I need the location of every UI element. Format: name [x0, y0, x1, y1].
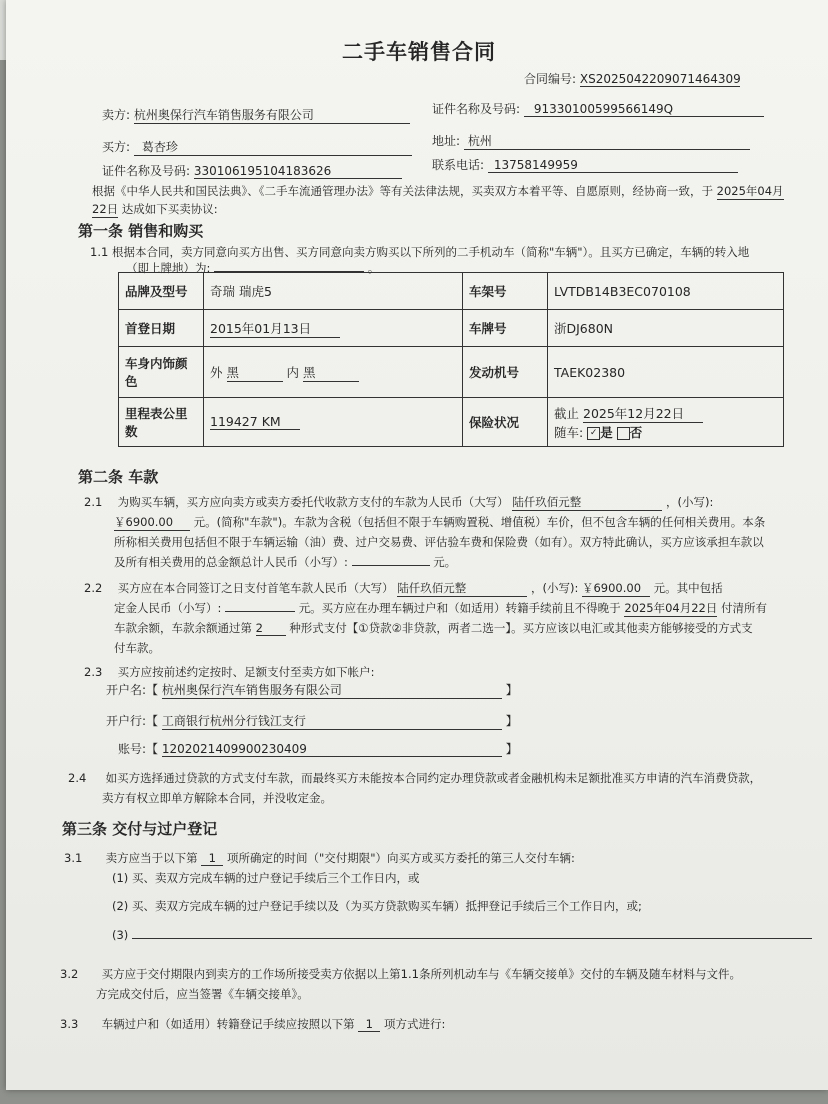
- clause-3-1-option1: (1) 买、卖双方完成车辆的过户登记手续后三个工作日内，或: [112, 871, 420, 885]
- clause-text: 车辆过户和（如适用）转籍登记手续应按照以下第: [101, 1017, 355, 1031]
- clause-text: ，(小写):: [530, 581, 579, 595]
- yes-label: 是: [600, 424, 613, 440]
- contract-number: [524, 70, 740, 87]
- clause-2-2-line2: [114, 600, 767, 617]
- address-label: 地址:: [432, 134, 461, 148]
- clause-number: 2.3: [84, 665, 103, 679]
- seller-name: 杭州奥保行汽车销售服务有限公司: [134, 106, 410, 124]
- mileage-cell: [204, 398, 463, 447]
- no-label: 否: [629, 424, 643, 440]
- clause-text: 买方应按前述约定按时、足额支付至卖方如下帐户:: [117, 665, 375, 679]
- deposit-blank: [225, 611, 295, 612]
- interior-label: 内: [286, 364, 299, 380]
- amount-chinese: 陆仟玖佰元整: [397, 580, 527, 597]
- period: 。: [367, 261, 380, 275]
- payment-method: 2: [256, 621, 286, 636]
- insurance-until-date: 2025年12月22日: [583, 404, 703, 423]
- no-checkbox-icon: [617, 427, 630, 440]
- article-3-heading: 第三条 交付与过户登记: [62, 820, 218, 838]
- clause-2-4-line1: [68, 770, 761, 786]
- clause-2-4-line2: 卖方有权立即单方解除本合同，并没收定金。: [102, 791, 332, 805]
- brand-value: 奇瑞 瑞虎5: [204, 273, 463, 310]
- clause-2-1-line2: [114, 514, 765, 531]
- clause-text: 定金人民币（小写）:: [114, 601, 222, 615]
- clause-3-1-line1: [64, 850, 575, 866]
- document-title: 二手车销售合同: [342, 40, 496, 64]
- payment-deadline: 2025年04月22日: [624, 601, 718, 615]
- clause-text: 元。其中包括: [653, 581, 723, 595]
- seller-id-value: 91330100599566149Q: [524, 102, 764, 117]
- bracket: 】: [505, 742, 518, 756]
- clause-3-2-line2: 方完成交付后，应当签署《车辆交接单》。: [96, 987, 309, 1001]
- clause-number: 3.2: [60, 967, 79, 981]
- account-name-row: [106, 681, 518, 699]
- yes-checkbox-icon: ✓: [587, 427, 600, 440]
- insurance-cell: [548, 398, 784, 447]
- delivery-option: 1: [201, 851, 223, 866]
- clause-number: 3.3: [60, 1017, 79, 1031]
- seller-label: 卖方:: [102, 108, 131, 122]
- clause-number: 2.2: [84, 581, 103, 595]
- insurance-label: 保险状况: [463, 398, 548, 447]
- destination-label: （即上牌地）为:: [126, 261, 211, 275]
- insurance-until: [554, 404, 777, 423]
- clause-3-1-option3: [112, 928, 812, 942]
- plate-label: 车牌号: [463, 310, 548, 347]
- account-label: 账号:【: [118, 742, 159, 756]
- amount-chinese: 陆仟玖佰元整: [512, 494, 662, 511]
- clause-1-1: [90, 244, 749, 260]
- clause-text: 及所有相关费用的总金额总计人民币（小写）:: [114, 555, 348, 569]
- contract-number-label: 合同编号:: [524, 72, 577, 86]
- option3-blank: [132, 938, 812, 939]
- bank-name: 工商银行杭州分行钱江支行: [162, 712, 502, 730]
- clause-text: 种形式支付【①贷款②非贷款，两者二选一】。买方应该以电汇或其他卖方能够接受的方式支: [289, 621, 753, 635]
- account-name: 杭州奥保行汽车销售服务有限公司: [162, 681, 502, 699]
- intro-date-day: 22日: [92, 202, 119, 216]
- with-car-row: [554, 423, 777, 441]
- vin-label: 车架号: [463, 273, 548, 310]
- address-row: [432, 132, 750, 150]
- contract-number-value: XS2025042209071464309: [579, 72, 741, 86]
- exterior-color: 黑: [227, 363, 283, 382]
- clause-text: 买方应在本合同签订之日支付首笔车款人民币（大写）: [117, 581, 394, 595]
- article-2-heading: 第二条 车款: [78, 468, 159, 486]
- clause-text: 项所确定的时间（"交付期限"）向买方或买方委托的第三人交付车辆:: [226, 851, 575, 865]
- clause-2-3-line1: [84, 664, 375, 680]
- phone-label: 联系电话:: [432, 158, 485, 172]
- clause-2-1-line3: 所称相关费用包括但不限于车辆运输（油）费、过户交易费、评估验车费和保险费（如有）。双方特此确认，买方应该承担车款以: [114, 535, 764, 549]
- brand-label: 品牌及型号: [119, 273, 204, 310]
- amount-value: ￥6900.00: [582, 580, 650, 597]
- clause-text: (3): [112, 928, 129, 942]
- intro-line1: [92, 183, 784, 200]
- exterior-label: 外: [210, 364, 223, 380]
- buyer-name: 葛杏珍: [134, 138, 412, 156]
- bracket: 】: [505, 714, 518, 728]
- account-row: [118, 740, 518, 757]
- mileage-value: 119427 KM: [210, 414, 300, 430]
- address-value: 杭州: [464, 132, 750, 150]
- account-number: 1202021409900230409: [162, 742, 502, 757]
- engine-value: TAEK02380: [548, 347, 784, 398]
- clause-3-1-option2: (2) 买、卖双方完成车辆的过户登记手续以及（为买方贷款购买车辆）抵押登记手续后三个工作日内，或;: [112, 899, 642, 913]
- seller-id-row: [432, 100, 764, 117]
- mileage-label: 里程表公里数: [119, 398, 204, 447]
- clause-number: 3.1: [64, 851, 83, 865]
- clause-text: 元。(简称"车款")。车款为含税（包括但不限于车辆购置税、增值税）车价，但不包含车辆的任何相关费用。本条: [193, 515, 766, 529]
- clause-text: 为购买车辆，买方应向卖方或卖方委托代收款方支付的车款为人民币（大写）: [117, 495, 509, 509]
- intro-text-2: 达成如下买卖协议:: [121, 202, 218, 216]
- buyer-id-label: 证件名称及号码:: [102, 164, 191, 178]
- transfer-option: 1: [358, 1017, 380, 1032]
- vehicle-info-table: [118, 272, 784, 447]
- seller-id-label: 证件名称及号码:: [432, 102, 521, 116]
- vin-value: LVTDB14B3EC070108: [548, 273, 784, 310]
- table-row: [119, 347, 784, 398]
- clause-number: 2.1: [84, 495, 103, 509]
- account-name-label: 开户名:【: [106, 683, 159, 697]
- with-car-label: 随车:: [554, 424, 584, 440]
- buyer-id-value: 330106195104183626: [194, 164, 402, 179]
- registration-cell: [204, 310, 463, 347]
- clause-text: 如买方选择通过贷款的方式支付车款，而最终买方未能按本合同约定办理贷款或者金融机构未足额批准买方申请的汽车消费贷款，: [105, 771, 762, 785]
- intro-text: 根据《中华人民共和国民法典》、《二手车流通管理办法》等有关法律法规，买卖双方本着平等、自愿原则，经协商一致，于: [92, 184, 713, 198]
- table-row: [119, 310, 784, 347]
- clause-3-3-line1: [60, 1016, 445, 1032]
- table-row: [119, 398, 784, 447]
- clause-2-1-line4: [114, 554, 456, 570]
- clause-number: 2.4: [68, 771, 87, 785]
- clause-text: 车款余额，车款余额通过第: [114, 621, 252, 635]
- intro-line2: [92, 201, 218, 218]
- registration-label: 首登日期: [119, 310, 204, 347]
- article-1-heading: 第一条 销售和购买: [78, 222, 204, 240]
- seller-row: [102, 106, 410, 124]
- bank-label: 开户行:【: [106, 714, 159, 728]
- bracket: 】: [505, 683, 518, 697]
- buyer-id-row: [102, 162, 402, 179]
- buyer-row: [102, 138, 412, 156]
- color-cell: [204, 347, 463, 398]
- plate-value: 浙DJ680N: [548, 310, 784, 347]
- clause-text: 付清所有: [721, 601, 768, 615]
- clause-2-1-line1: [84, 494, 713, 511]
- intro-date: 2025年04月: [716, 184, 784, 198]
- table-row: [119, 273, 784, 310]
- clause-1-1-text: 1.1 根据本合同，卖方同意向买方出售、买方同意向卖方购买以下所列的二手机动车（简称"车辆"）。且买方已确定，车辆的转入地: [90, 245, 750, 259]
- clause-text: 元。买方应在办理车辆过户和（如适用）转籍手续前且不得晚于: [298, 601, 621, 615]
- registration-date: 2015年01月13日: [210, 319, 340, 338]
- amount-value: ￥6900.00: [114, 514, 190, 531]
- clause-text: 卖方应当于以下第: [105, 851, 198, 865]
- contract-page: [6, 0, 828, 1090]
- insurance-until-label: 截止: [554, 405, 580, 421]
- color-label: 车身内饰颜色: [119, 347, 204, 398]
- phone-row: [432, 156, 738, 173]
- interior-color: 黑: [303, 363, 359, 382]
- clause-2-2-line3: [114, 620, 753, 636]
- clause-3-2-line1: [60, 966, 741, 982]
- phone-value: 13758149959: [488, 158, 738, 173]
- bank-row: [106, 712, 518, 730]
- engine-label: 发动机号: [463, 347, 548, 398]
- clause-text: ，(小写):: [665, 495, 714, 509]
- clause-2-2-line4: 付车款。: [114, 641, 160, 655]
- clause-text: 项方式进行:: [383, 1017, 446, 1031]
- clause-text: 买方应于交付期限内到卖方的工作场所接受卖方依据以上第1.1条所列机动车与《车辆交接单》交付的车辆及随车材料与文件。: [101, 967, 741, 981]
- clause-2-2-line1: [84, 580, 723, 597]
- total-blank: [352, 565, 430, 566]
- clause-text: 元。: [433, 555, 457, 569]
- buyer-label: 买方:: [102, 140, 131, 154]
